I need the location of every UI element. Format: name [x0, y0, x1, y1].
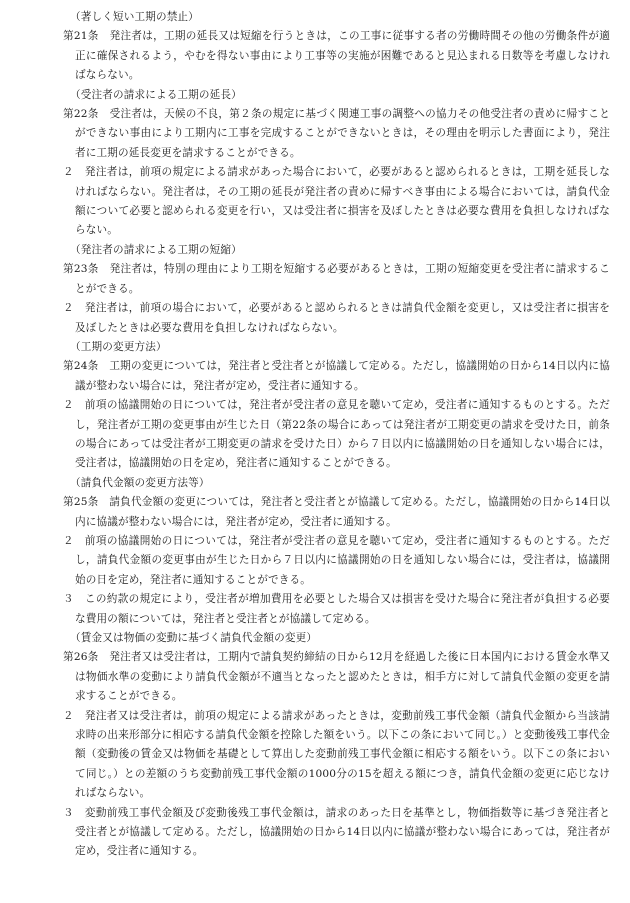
article-24: 第24条 工期の変更については，発注者と受注者とが協議して定める。ただし，協議開始の日から14日以内に協議が整わない場合には，発注者が定め，受注者に通知する。	[63, 360, 610, 392]
article-23-paragraph-2: ２ 発注者は，前項の場合において，必要があると認められるときは請負代金額を変更し，又は受注者に損害を及ぼしたときは必要な費用を負担しなければならない。	[63, 302, 610, 334]
heading-article-21: （著しく短い工期の禁止）	[70, 11, 199, 23]
article-22: 第22条 受注者は，天候の不良，第２条の規定に基づく関連工事の調整への協力その他受注者の責めに帰すことができない事由により工期内に工事を完成することができないときは，その理由を明示した書面により，発注者に工期の延長変更を請求することができる。	[63, 108, 610, 159]
heading-article-26: （賃金又は物価の変動に基づく請負代金額の変更）	[70, 632, 318, 644]
article-25-paragraph-3: ３ この約款の規定により，受注者が増加費用を必要とした場合又は損害を受けた場合に発注者が負担する必要な費用の額については，発注者と受注者とが協議して定める。	[63, 593, 610, 625]
article-23: 第23条 発注者は，特別の理由により工期を短縮する必要があるときは，工期の短縮変更を受注者に請求することができる。	[63, 263, 610, 295]
heading-article-23: （発注者の請求による工期の短縮）	[70, 243, 242, 256]
article-24-paragraph-2: ２ 前項の協議開始の日については，発注者が受注者の意見を聴いて定め，受注者に通知するものとする。ただし，発注者が工期の変更事由が生じた日（第22条の場合にあっては発注者が工期変更の請求を受けた日，前条の場合にあっては受注者が工期変更の請求を受けた日）から７日以内に協議開始の日を通知しない場合には，受注者は，協議開始の日を定め，発注者に通知することができる。	[63, 399, 610, 470]
article-25: 第25条 請負代金額の変更については，発注者と受注者とが協議して定める。ただし，協議開始の日から14日以内に協議が整わない場合には，発注者が定め，受注者に通知する。	[63, 496, 610, 528]
article-26-paragraph-2: ２ 発注者又は受注者は，前項の規定による請求があったときは，変動前残工事代金額（請負代金額から当該請求時の出来形部分に相応する請負代金額を控除した額をいう。以下この条において同じ。）と変動後残工事代金額（変動後の賃金又は物価を基礎として算出した変動前残工事代金額に相応する額をいう。以下この条において同じ。）との差額のうち変動前残工事代金額の1000分の15を超える額につき，請負代金額の変更に応じなければならない。	[63, 709, 610, 800]
article-21: 第21条 発注者は，工期の延長又は短縮を行うときは，この工事に従事する者の労働時間その他の労働条件が適正に確保されるよう，やむを得ない事由により工事等の実施が困難であると見込まれる日数等を考慮しなければならない。	[63, 30, 610, 82]
article-26: 第26条 発注者又は受注者は，工期内で請負契約締結の日から12月を経過した後に日本国内における賃金水準又は物価水準の変動により請負代金額が不適当となったと認めたときは，相手方に対して請負代金額の変更を請求することができる。	[63, 651, 610, 703]
heading-article-24: （工期の変更方法）	[70, 340, 167, 353]
article-26-paragraph-3: ３ 変動前残工事代金額及び変動後残工事代金額は，請求のあった日を基準とし，物価指数等に基づき発注者と受注者とが協議して定める。ただし，協議開始の日から14日以内に協議が整わない場合にあっては，発注者が定め，受注者に通知する。	[63, 806, 610, 858]
article-25-paragraph-2: ２ 前項の協議開始の日については，発注者が受注者の意見を聴いて定め，受注者に通知するものとする。ただし，請負代金額の変更事由が生じた日から７日以内に協議開始の日を通知しない場合には，受注者は，協議開始の日を定め，発注者に通知することができる。	[63, 534, 610, 586]
heading-article-25: （請負代金額の変更方法等）	[70, 476, 210, 489]
heading-article-22: （受注者の請求による工期の延長）	[70, 88, 242, 101]
article-22-paragraph-2: ２ 発注者は，前項の規定による請求があった場合において，必要があると認められるときは，工期を延長しなければならない。発注者は，その工期の延長が発注者の責めに帰すべき事由による場合においては，請負代金額について必要と認められる変更を行い，又は受注者に損害を及ぼしたときは必要な費用を負担しなければならない。	[63, 166, 610, 237]
